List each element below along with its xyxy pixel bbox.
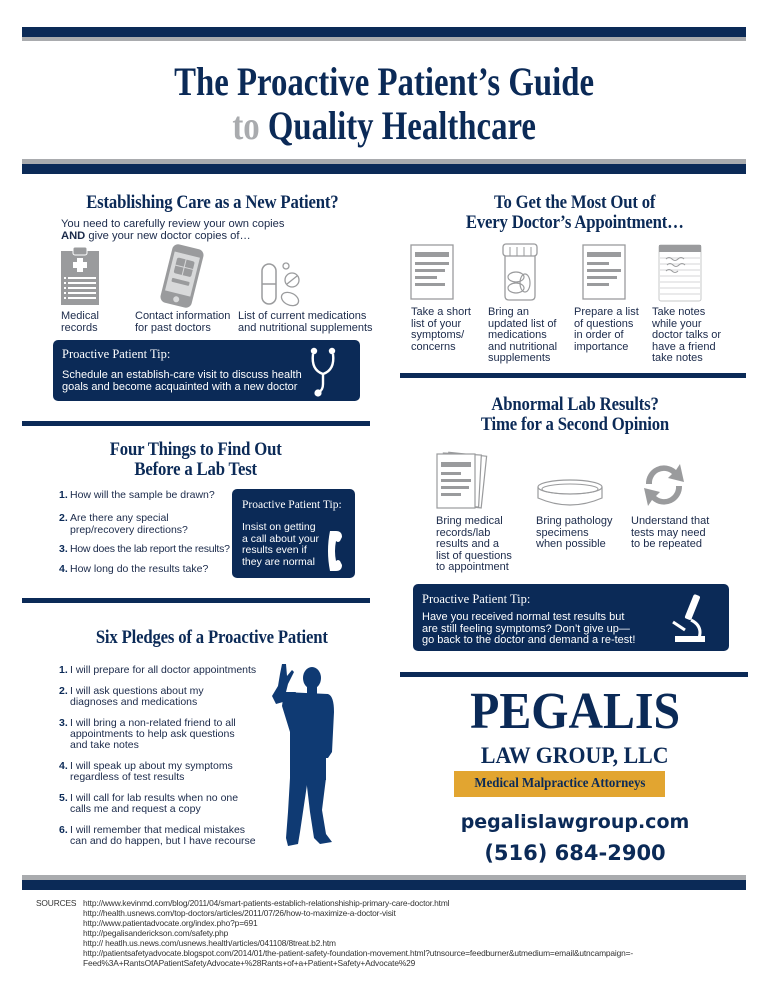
tip-line: results even if (242, 544, 307, 556)
item-line: Take a short (411, 306, 471, 318)
item-text: appointments to help ask questions (70, 728, 235, 740)
microscope-icon (669, 592, 709, 644)
establishing-item-2 (135, 311, 230, 334)
pledges-title (22, 628, 402, 648)
intro-and: AND (61, 229, 86, 242)
item-line: importance (574, 340, 629, 353)
firm-tagline: Medical Malpractice Attorneys (474, 776, 645, 791)
item-text: How does the lab report the results? (70, 543, 230, 555)
source-link[interactable]: Feed%3A+RantsOfAPatientSafetyAdvocate+%28Rants+of+a+Patient+Safety+Advocate%29 (83, 958, 416, 968)
footer-rule (22, 880, 746, 890)
intro-line-2 (61, 231, 284, 243)
item-line: updated list of (488, 317, 557, 330)
establishing-intro (61, 219, 284, 242)
item-line: specimens (536, 526, 589, 539)
appointment-title-1: To Get the Most Out of (494, 192, 656, 213)
item-text: How long do the results take? (70, 563, 209, 575)
petri-dish-icon (536, 478, 604, 510)
waving-person-silhouette-icon (270, 662, 338, 852)
item-line: for past doctors (135, 321, 211, 334)
pledges-title-text: Six Pledges of a Proactive Patient (96, 627, 328, 648)
item-line: list of questions (436, 549, 512, 562)
firm-phone[interactable] (395, 840, 755, 866)
item-line: have a friend (652, 340, 716, 353)
tip-text (242, 522, 319, 568)
firm-name (395, 683, 755, 740)
item-line: Contact information (135, 310, 231, 322)
tip-line: go back to the doctor and demand a re-test! (422, 634, 636, 646)
item-text: diagnoses and medications (70, 696, 198, 708)
item-line: Understand that (631, 515, 710, 527)
divider-right-1 (400, 373, 746, 378)
smartphone-icon (158, 244, 206, 308)
documents-stack-icon (434, 450, 488, 512)
item-text: I will bring a non-related friend to all (70, 717, 236, 729)
item-line: doctor talks or (652, 329, 722, 341)
tip-line: goals and become acquainted with a new doctor (62, 381, 298, 393)
tip-text (62, 369, 302, 393)
item-text: How will the sample be drawn? (70, 489, 215, 501)
item-line: results and a (436, 538, 499, 550)
lab-test-tip-box (232, 489, 355, 578)
appointment-item-3 (574, 307, 639, 353)
item-number: 3. (59, 543, 68, 555)
appointment-item-2 (488, 307, 557, 365)
tip-heading: Proactive Patient Tip: (62, 347, 171, 361)
item-line: to be repeated (631, 538, 702, 550)
abnormal-item-2 (536, 516, 612, 551)
item-text: regardless of test results (70, 771, 185, 783)
item-line: records (61, 321, 98, 334)
item-line: medications (488, 329, 547, 341)
item-text: calls me and request a copy (70, 803, 201, 815)
item-text: and take notes (70, 739, 139, 751)
refresh-arrows-icon (638, 460, 690, 510)
establishing-tip-box (53, 340, 360, 401)
item-line: while your (652, 317, 702, 330)
intro-line-1: You need to carefully review your own copies (61, 218, 285, 230)
notepad-icon (658, 244, 702, 302)
item-line: Take notes (652, 306, 706, 318)
item-number: 3. (59, 717, 68, 729)
item-line: concerns (411, 340, 456, 353)
item-line: and nutritional (488, 340, 558, 353)
item-number: 2. (59, 685, 68, 697)
source-link[interactable]: http:// heatlh.us.news.com/usnews.health/articles/041108/8treat.b2.htm (83, 938, 336, 948)
lab-test-title (22, 440, 370, 480)
item-line: of questions (574, 317, 634, 330)
abnormal-item-3 (631, 516, 709, 551)
item-line: tests may need (631, 526, 706, 539)
stethoscope-icon (309, 346, 339, 398)
top-rule (22, 27, 746, 37)
item-text: I will call for lab results when no one (70, 792, 239, 804)
abnormal-title-1: Abnormal Lab Results? (491, 394, 659, 415)
appointment-item-1 (411, 307, 471, 353)
title-to: to (232, 103, 260, 148)
pills-icon (260, 260, 304, 308)
lab-test-title-2: Before a Lab Test (134, 459, 258, 480)
item-text: I will speak up about my symptoms (70, 760, 233, 772)
source-link[interactable]: http://pegalisanderickson.com/safety.php (83, 928, 229, 938)
item-line: Medical (61, 310, 99, 322)
firm-phone-text[interactable]: (516) 684-2900 (484, 841, 666, 865)
firm-website[interactable] (395, 811, 755, 833)
item-text: I will ask questions about my (70, 685, 204, 697)
tip-line: a call about your (242, 532, 320, 545)
phone-handset-icon (324, 529, 346, 573)
firm-tagline-bar (454, 771, 665, 797)
title-line-2: Quality Healthcare (267, 103, 536, 148)
abnormal-item-1 (436, 516, 512, 574)
page-title (0, 60, 768, 104)
item-line: Bring an (488, 306, 529, 318)
abnormal-title (395, 395, 755, 435)
title-line-1: The Proactive Patient’s Guide (174, 59, 594, 104)
intro-line-2-text: give your new doctor copies of… (85, 229, 251, 242)
firm-name-text: PEGALIS (469, 683, 681, 740)
appointment-title (395, 193, 755, 233)
abnormal-tip-box (413, 584, 729, 651)
divider-right-2 (400, 672, 748, 677)
firm-website-text[interactable]: pegalislawgroup.com (460, 811, 690, 833)
item-line: List of current medications (238, 310, 367, 322)
item-line: Prepare a list (574, 306, 639, 318)
tip-text (422, 612, 635, 647)
item-number: 1. (59, 664, 68, 676)
establishing-title (22, 193, 402, 213)
header-bottom-rule (22, 164, 746, 174)
item-text: Are there any special (70, 512, 169, 524)
item-line: when possible (536, 538, 606, 550)
item-number: 2. (59, 512, 68, 524)
establishing-item-3 (238, 311, 373, 334)
abnormal-title-2: Time for a Second Opinion (480, 414, 670, 435)
appointment-item-4 (652, 307, 721, 365)
document-list-icon (410, 244, 454, 300)
item-number: 4. (59, 563, 68, 575)
item-line: and nutritional supplements (238, 321, 373, 334)
item-number: 5. (59, 792, 68, 804)
source-link[interactable]: http://www.kevinmd.com/blog/2011/04/smart-patients-establich-relationshiship-primary-care-doctor.html (83, 898, 450, 908)
item-line: to appointment (436, 561, 509, 573)
item-text: prep/recovery directions? (70, 523, 188, 536)
item-line: Bring pathology (536, 515, 613, 527)
divider-left-1 (22, 421, 370, 426)
title-line-2-wrap (232, 104, 536, 148)
lab-test-title-1: Four Things to Find Out (110, 439, 282, 460)
item-number: 1. (59, 489, 68, 501)
tip-line: Have you received normal test results but (422, 611, 625, 623)
item-text: I will prepare for all doctor appointments (70, 664, 257, 676)
tip-line: Insist on getting (242, 521, 316, 533)
sources-label: SOURCES (36, 898, 77, 908)
establishing-title-text: Establishing Care as a New Patient? (85, 192, 339, 213)
firm-subtitle-text: LAW GROUP, LLC (481, 743, 669, 768)
divider-left-2 (22, 598, 370, 603)
item-line: Bring medical (436, 515, 503, 527)
tip-line: Schedule an establish-care visit to discuss health (62, 369, 302, 381)
tip-line: they are normal (242, 555, 315, 568)
item-number: 6. (59, 824, 68, 836)
source-link[interactable]: http://www.patientadvocate.org/index.pho?p=691 (83, 918, 258, 928)
item-line: in order of (574, 329, 624, 341)
item-line: records/lab (436, 526, 491, 539)
appointment-title-2: Every Doctor’s Appointment… (466, 212, 684, 233)
top-rule-accent (22, 37, 746, 41)
source-link[interactable]: http://health.usnews.com/top-doctors/articles/2011/07/26/how-to-maximize-a-doctor-visit (83, 908, 396, 918)
item-text: I will remember that medical mistakes (70, 824, 246, 836)
item-line: take notes (652, 352, 703, 364)
item-number: 4. (59, 760, 68, 772)
tip-heading: Proactive Patient Tip: (242, 499, 342, 511)
source-link[interactable]: http://patientsafetyadvocate.blogspot.com/2014/01/the-patient-safety-foundation-movement.html?utnsource=feedburner&utmedium=email&utncampaign=- (83, 948, 634, 958)
item-line: symptoms/ (411, 329, 465, 341)
clipboard-icon (60, 246, 100, 306)
establishing-item-1 (61, 311, 99, 334)
firm-subtitle (395, 744, 755, 768)
item-line: list of your (411, 317, 462, 330)
page-subtitle (0, 104, 768, 148)
item-text: can and do happen, but I have recourse (70, 835, 256, 847)
item-line: supplements (488, 352, 551, 364)
document-list-icon (582, 244, 626, 300)
tip-heading: Proactive Patient Tip: (422, 592, 531, 606)
pill-bottle-icon (500, 242, 540, 302)
tip-line: are still feeling symptoms? Don’t give up— (422, 622, 630, 635)
